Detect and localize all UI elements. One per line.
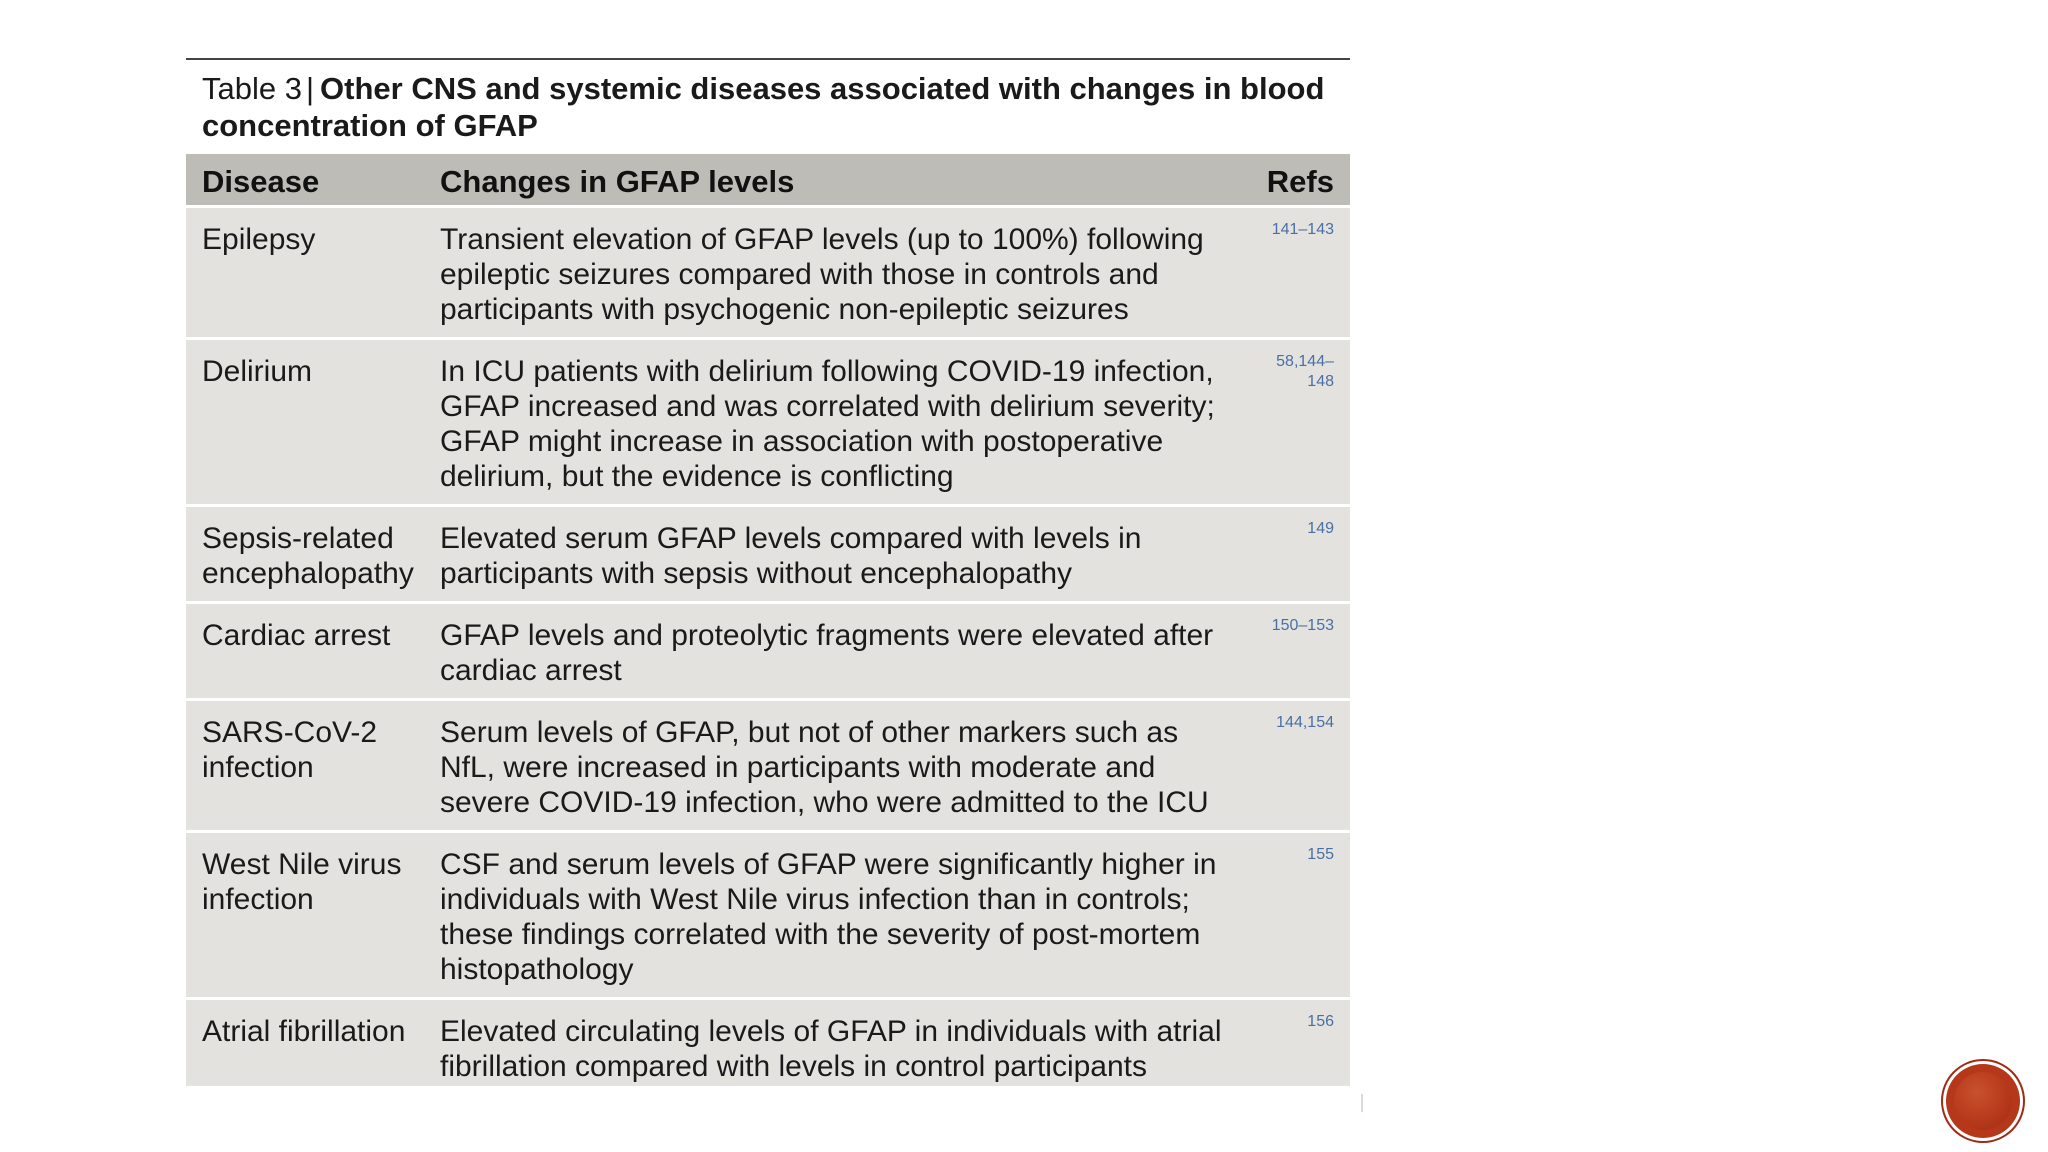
refs-link[interactable]: 150–153 — [1244, 603, 1350, 700]
scroll-edge-marker — [1361, 1094, 1363, 1112]
refs-link[interactable]: 141–143 — [1244, 207, 1350, 339]
table-header-row — [186, 154, 1350, 207]
changes-cell: Elevated serum GFAP levels compared with levels in participants with sepsis without encephalopathy — [432, 506, 1244, 603]
refs-link[interactable]: 156 — [1244, 999, 1350, 1087]
refs-link[interactable]: 149 — [1244, 506, 1350, 603]
caption-separator: | — [305, 71, 315, 106]
disease-cell: West Nile virus infection — [186, 832, 432, 999]
table-row — [186, 506, 1350, 603]
table-row — [186, 603, 1350, 700]
changes-cell: Serum levels of GFAP, but not of other markers such as NfL, were increased in participants with moderate and severe COVID-19 infection, who were admitted to the ICU — [432, 700, 1244, 832]
table-row — [186, 832, 1350, 999]
refs-link[interactable]: 58,144–148 — [1244, 339, 1350, 506]
changes-cell: GFAP levels and proteolytic fragments were elevated after cardiac arrest — [432, 603, 1244, 700]
header-disease: Disease — [186, 154, 432, 207]
disease-cell: Atrial fibrillation — [186, 999, 432, 1087]
table-title: Other CNS and systemic diseases associated with changes in blood concentration of GFAP — [202, 71, 1325, 143]
table-row — [186, 207, 1350, 339]
header-refs: Refs — [1244, 154, 1350, 207]
disease-cell: Sepsis-related encephalopathy — [186, 506, 432, 603]
table-row — [186, 339, 1350, 506]
circle-nav-icon[interactable] — [1946, 1064, 2020, 1138]
disease-cell: SARS-CoV-2 infection — [186, 700, 432, 832]
changes-cell: Elevated circulating levels of GFAP in individuals with atrial fibrillation compared with levels in control participants — [432, 999, 1244, 1087]
gfap-disease-table — [186, 154, 1350, 1086]
table-caption — [186, 60, 1350, 154]
changes-cell: Transient elevation of GFAP levels (up to 100%) following epileptic seizures compared with those in controls and participants with psychogenic non-epileptic seizures — [432, 207, 1244, 339]
header-changes: Changes in GFAP levels — [432, 154, 1244, 207]
changes-cell: In ICU patients with delirium following COVID-19 infection, GFAP increased and was correlated with delirium severity; GFAP might increase in association with postoperative delirium, but the evidence is conflicting — [432, 339, 1244, 506]
table-row — [186, 999, 1350, 1087]
disease-cell: Delirium — [186, 339, 432, 506]
nav-button-face — [1954, 1072, 2012, 1130]
table-label: Table 3 — [202, 71, 302, 106]
changes-cell: CSF and serum levels of GFAP were significantly higher in individuals with West Nile virus infection than in controls; these findings correlated with the severity of post-mortem histopathology — [432, 832, 1244, 999]
table-row — [186, 700, 1350, 832]
refs-link[interactable]: 155 — [1244, 832, 1350, 999]
disease-cell: Cardiac arrest — [186, 603, 432, 700]
disease-cell: Epilepsy — [186, 207, 432, 339]
refs-link[interactable]: 144,154 — [1244, 700, 1350, 832]
table-figure — [186, 58, 1350, 1086]
